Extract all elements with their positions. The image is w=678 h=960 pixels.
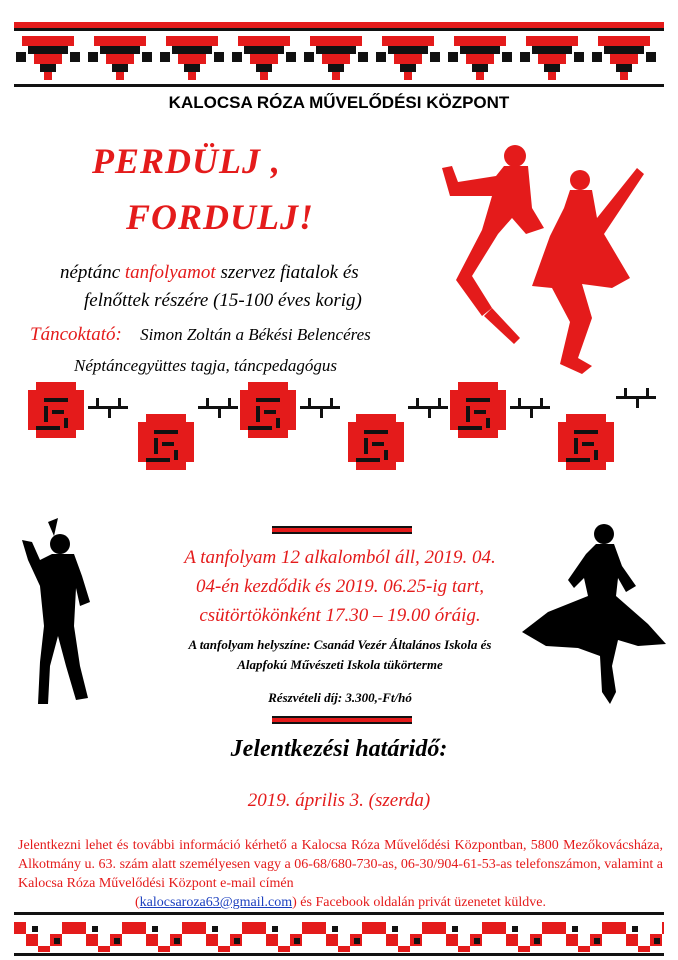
organization-header: KALOCSA RÓZA MŰVELŐDÉSI KÖZPONT <box>168 93 510 112</box>
deadline-date: 2019. április 3. (szerda) <box>247 790 431 811</box>
intro-line-1 <box>60 262 359 284</box>
contact-email-line <box>18 893 663 912</box>
title-line-2: FORDULJ! <box>126 197 315 237</box>
instructor-role: Néptáncegyüttes tagja, táncpedagógus <box>74 356 337 375</box>
contact-info <box>18 836 663 912</box>
intro-suffix: szervez fiatalok és <box>220 262 359 283</box>
course-line-1: A tanfolyam 12 alkalomból áll, 2019. 04. <box>184 547 496 568</box>
dancing-couple-illustration <box>432 138 657 376</box>
venue-line-1: A tanfolyam helyszíne: Csanád Vezér Általános Iskola és <box>188 637 492 652</box>
intro-line-2: felnőttek részére (15-100 éves korig) <box>84 290 362 311</box>
instructor-label: Táncoktató: <box>30 324 122 345</box>
course-line-2: 04-én kezdődik és 2019. 06.25-ig tart, <box>195 576 485 597</box>
contact-text: Jelentkezni lehet és további információ kérhető a Kalocsa Róza Művelődési Központban, 5800 Mezőkovácsháza, Alkotmány u. 63. szám alatt személyesen vagy a 06-68/680-730-as, 06-30/904-61-53-as telefonszámon, valamint a Kalocsa Róza Művelődési Központ e-mail címén <box>18 838 663 891</box>
venue-line-2: Alapfokú Művészeti Iskola tükörterme <box>237 657 443 672</box>
rose-embroidery-band <box>18 376 663 480</box>
male-dancer-silhouette <box>18 516 110 706</box>
email-link[interactable]: kalocsaroza63@gmail.com <box>139 895 293 910</box>
course-schedule <box>110 543 570 630</box>
course-line-3: csütörtökönként 17.30 – 19.00 óráig. <box>199 605 481 626</box>
deadline-label: Jelentkezési határidő: <box>230 736 448 762</box>
title-line-1: PERDÜLJ , <box>92 141 281 181</box>
top-embroidery-border <box>14 22 664 90</box>
ornament-divider <box>272 526 412 534</box>
intro-highlight: tanfolyamot <box>124 262 216 283</box>
contact-text-end: ) és Facebook oldalán privát üzenetet küldve. <box>292 895 546 910</box>
ornament-divider-2 <box>272 716 412 724</box>
bottom-embroidery-border <box>14 912 664 956</box>
email-open-paren: ( <box>135 895 140 910</box>
instructor-line <box>30 324 371 346</box>
fee: Részvételi díj: 3.300,-Ft/hó <box>268 690 412 705</box>
intro-prefix: néptánc <box>60 262 121 283</box>
instructor-name: Simon Zoltán a Békési Belencéres <box>140 325 371 344</box>
